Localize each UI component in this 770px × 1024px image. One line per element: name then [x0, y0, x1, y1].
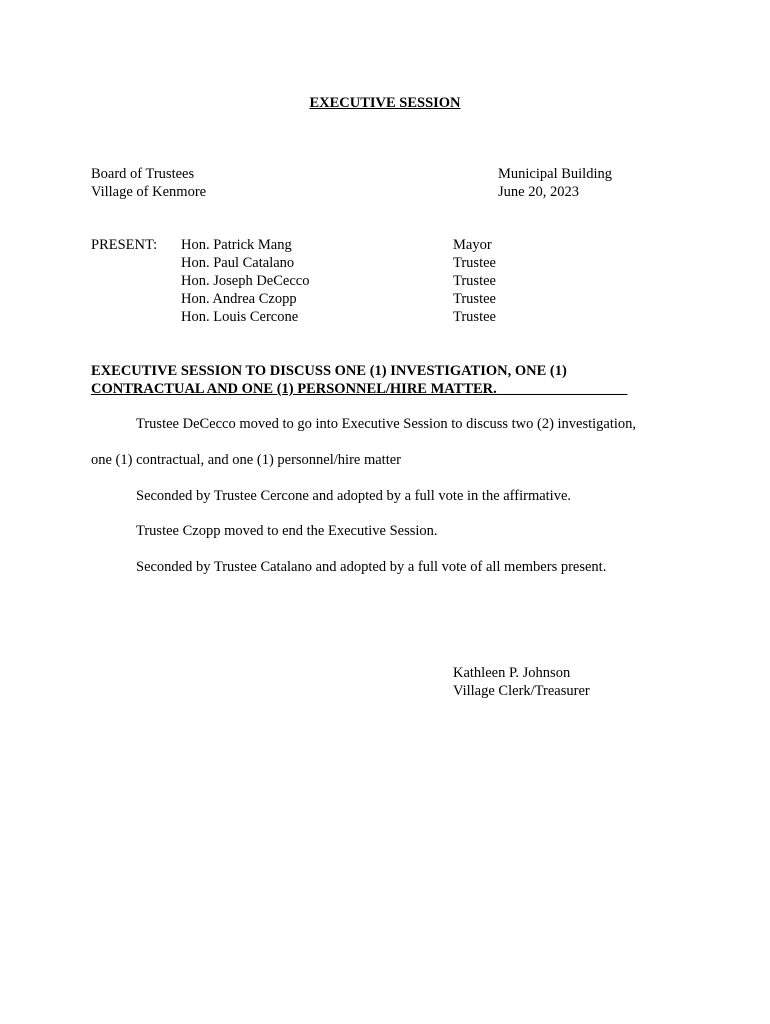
village-name: Village of Kenmore — [91, 184, 207, 200]
second-1: Seconded by Trustee Cercone and adopted by a full vote in the affirmative. — [136, 488, 572, 504]
attendee-name: Hon. Paul Catalano — [181, 255, 295, 271]
section-heading-blank: __________________ — [496, 381, 628, 397]
second-2: Seconded by Trustee Catalano and adopted by a full vote of all members present. — [136, 559, 607, 575]
attendee-name: Hon. Andrea Czopp — [181, 291, 297, 307]
attendee-name: Hon. Louis Cercone — [181, 309, 299, 325]
attendee-roles — [453, 236, 496, 326]
header-right — [498, 165, 612, 201]
document-title: EXECUTIVE SESSION — [309, 95, 461, 111]
motion-1-line-2: one (1) contractual, and one (1) personnel/hire matter — [91, 452, 402, 468]
motion-2: Trustee Czopp moved to end the Executive Session. — [136, 523, 438, 539]
signatory-title: Village Clerk/Treasurer — [453, 683, 590, 699]
attendee-role: Trustee — [453, 255, 496, 271]
section-heading-text: CONTRACTUAL AND ONE (1) PERSONNEL/HIRE MATTER. — [91, 381, 497, 397]
board-name: Board of Trustees — [91, 166, 195, 182]
attendee-names — [181, 236, 309, 326]
section-heading — [91, 362, 627, 398]
present-label: PRESENT: — [91, 237, 158, 253]
attendee-role: Trustee — [453, 291, 496, 307]
motion-1-line-1: Trustee DeCecco moved to go into Executive Session to discuss two (2) investigation, — [136, 416, 637, 432]
attendee-role: Trustee — [453, 273, 496, 289]
signatory-name: Kathleen P. Johnson — [453, 665, 571, 681]
signature-block — [453, 664, 590, 700]
attendee-name: Hon. Patrick Mang — [181, 237, 292, 253]
meeting-location: Municipal Building — [498, 166, 612, 182]
meeting-date: June 20, 2023 — [498, 184, 579, 200]
section-heading-line1: EXECUTIVE SESSION TO DISCUSS ONE (1) INVESTIGATION, ONE (1) — [91, 363, 567, 379]
section-heading-line2 — [91, 380, 627, 398]
header-left — [91, 165, 206, 201]
attendee-role: Mayor — [453, 237, 492, 253]
attendee-role: Trustee — [453, 309, 496, 325]
attendee-name: Hon. Joseph DeCecco — [181, 273, 310, 289]
